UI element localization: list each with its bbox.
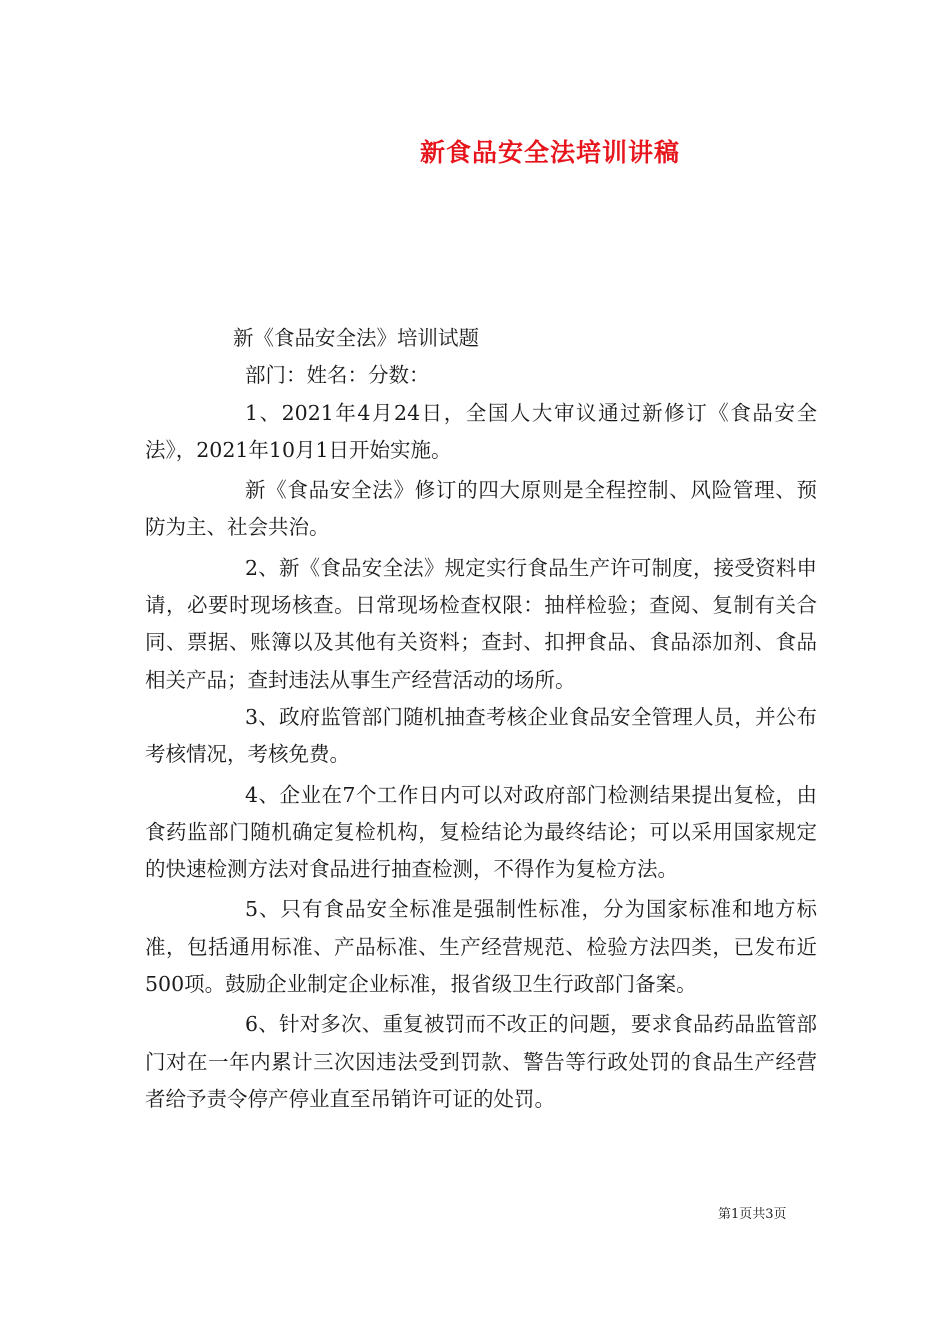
paragraph-6: 6、针对多次、重复被罚而不改正的问题，要求食品药品监管部门对在一年内累计三次因违法受到罚款、警告等行政处罚的食品生产经营者给予责令停产停业直至吊销许可证的处罚。: [145, 1012, 817, 1111]
test-title: 新《食品安全法》培训试题: [233, 326, 479, 350]
document-body: [145, 320, 817, 1118]
document-title: 新食品安全法培训讲稿: [419, 138, 680, 167]
paragraph-principles: 新《食品安全法》修订的四大原则是全程控制、风险管理、预防为主、社会共治。: [145, 478, 817, 540]
page-number: 第1页共3页: [718, 1207, 787, 1222]
paragraph-3: 3、政府监管部门随机抽查考核企业食品安全管理人员，并公布考核情况，考核免费。: [145, 704, 817, 767]
paragraph-2: 2、新《食品安全法》规定实行食品生产许可制度，接受资料申请，必要时现场核查。日常现场检查权限：抽样检验；查阅、复制有关合同、票据、账簿以及其他有关资料；查封、扣押食品、食品添加剂、食品相关产品；查封违法从事生产经营活动的场所。: [145, 555, 817, 692]
paragraph-4: 4、企业在7个工作日内可以对政府部门检测结果提出复检，由食药监部门随机确定复检机构，复检结论为最终结论；可以采用国家规定的快速检测方法对食品进行抽查检测，不得作为复检方法。: [145, 782, 817, 882]
fields-line: 部门：姓名：分数：: [245, 363, 430, 388]
paragraph-1: 1、2021年4月24日，全国人大审议通过新修订《食品安全法》，2021年10月1日开始实施。: [145, 400, 817, 462]
paragraph-5: 5、只有食品安全标准是强制性标准，分为国家标准和地方标准，包括通用标准、产品标准、生产经营规范、检验方法四类，已发布近500项。鼓励企业制定企业标准，报省级卫生行政部门备案。: [145, 897, 817, 997]
